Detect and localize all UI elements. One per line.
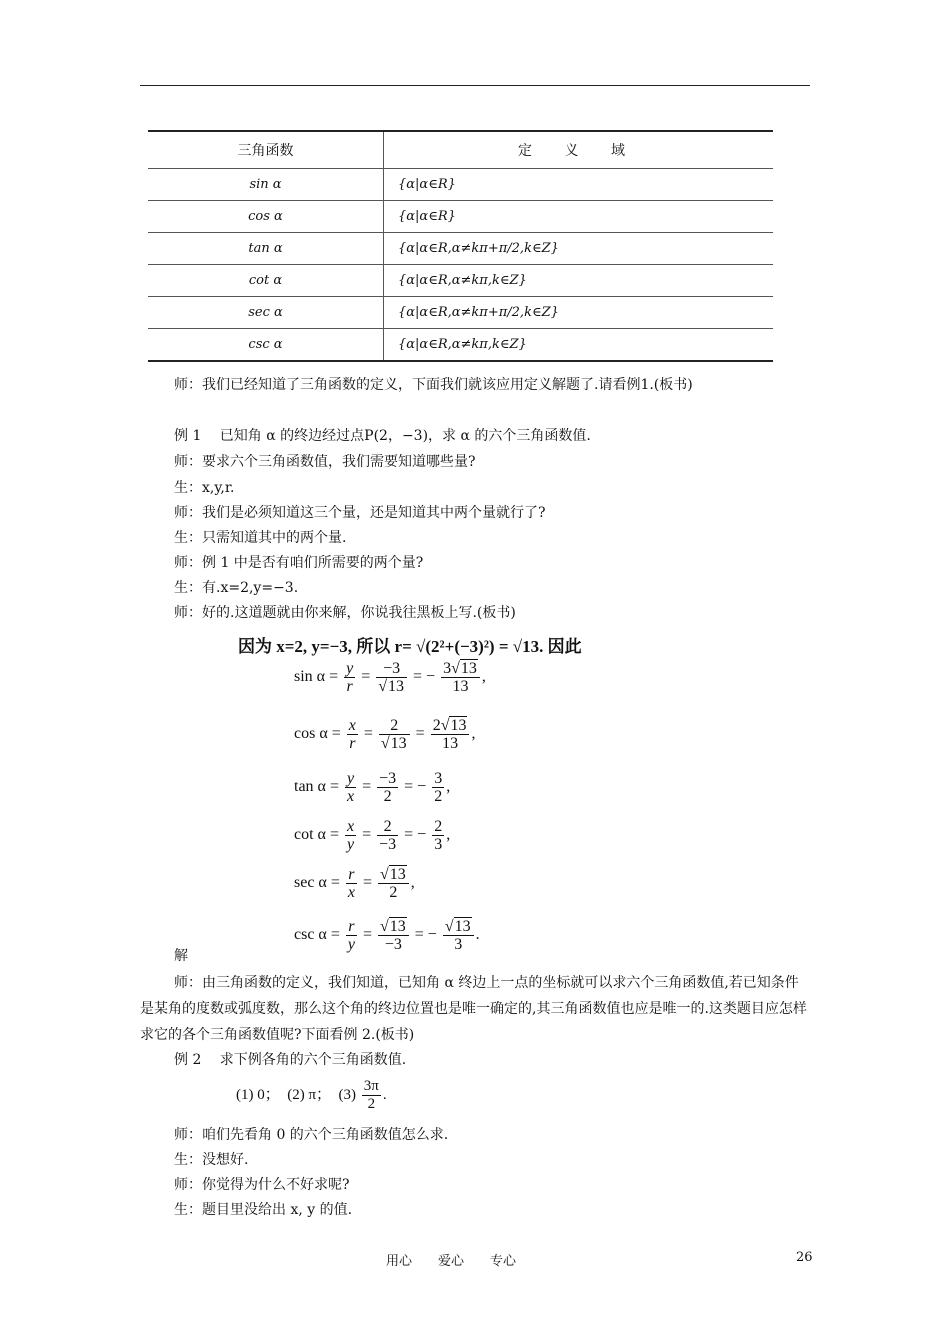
table-row bbox=[148, 169, 773, 201]
example-2-items: (1) 0； (2) π； (3) $\frac{3\pi}{2}$ . bbox=[236, 1078, 387, 1112]
dialogue-line: 生：x,y,r. bbox=[174, 480, 235, 496]
dialogue-line: 师：咱们先看角 0 的六个三角函数值怎么求. bbox=[174, 1127, 449, 1143]
cell-fn: cos α bbox=[148, 201, 384, 232]
table-row bbox=[148, 233, 773, 265]
dialogue-line: 生：题目里没给出 x, y 的值. bbox=[174, 1202, 353, 1218]
domain-table bbox=[148, 130, 773, 362]
sec-equation: sec α = $\frac{r}{x}$ = $\frac{√13}{2}$ , bbox=[294, 866, 415, 901]
sin-equation: sin α = $\frac{y}{r}$ = $\frac{-3}{√13}$ = − $\frac{3√13}{13}$ , bbox=[294, 660, 486, 695]
dialogue-line: 生：只需知道其中的两个量. bbox=[174, 530, 347, 546]
cell-domain: {α|α∈R,α≠kπ+π/2,k∈Z} bbox=[398, 305, 559, 320]
dialogue-line: 生：没想好. bbox=[174, 1152, 249, 1168]
footer-slogan: 用心 爱心 专心 bbox=[386, 1254, 517, 1269]
cell-domain: {α|α∈R,α≠kπ,k∈Z} bbox=[398, 273, 527, 288]
dialogue-line: 师：我们是必须知道这三个量，还是知道其中两个量就行了? bbox=[174, 505, 546, 521]
cell-fn: sin α bbox=[148, 169, 384, 200]
example-2-items-text: (1) 0； (2) π； (3) bbox=[236, 1086, 357, 1103]
cell-domain: {α|α∈R,α≠kπ+π/2,k∈Z} bbox=[398, 241, 559, 256]
cell-domain: {α|α∈R} bbox=[398, 177, 456, 192]
intro-paragraph: 师：我们已经知道了三角函数的定义，下面我们就该应用定义解题了.请看例1.(板书) bbox=[174, 377, 693, 393]
table-header bbox=[148, 132, 773, 169]
page-number: 26 bbox=[796, 1250, 813, 1265]
csc-label: csc α bbox=[294, 926, 327, 944]
cot-equation: cot α = $\frac{x}{y}$ = $\frac{2}{-3}$ = − $\frac{2}{3}$ , bbox=[294, 818, 451, 853]
table-row bbox=[148, 297, 773, 329]
cell-fn: csc α bbox=[148, 329, 384, 360]
table-row bbox=[148, 201, 773, 233]
tan-equation: tan α = $\frac{y}{x}$ = $\frac{-3}{2}$ = − $\frac{3}{2}$ , bbox=[294, 770, 451, 805]
sec-label: sec α bbox=[294, 874, 327, 892]
header-function: 三角函数 bbox=[148, 132, 384, 168]
sin-label: sin α bbox=[294, 668, 326, 686]
cell-fn: cot α bbox=[148, 265, 384, 296]
cell-domain: {α|α∈R,α≠kπ,k∈Z} bbox=[398, 337, 527, 352]
cot-label: cot α bbox=[294, 826, 326, 844]
dialogue-line: 生：有.x=2,y=−3. bbox=[174, 580, 299, 596]
dialogue-line: 师：要求六个三角函数值，我们需要知道哪些量? bbox=[174, 454, 476, 470]
cos-label: cos α bbox=[294, 725, 328, 743]
cell-domain: {α|α∈R} bbox=[398, 209, 456, 224]
table-row bbox=[148, 329, 773, 362]
dialogue-line: 师：例 1 中是否有咱们所需要的两个量? bbox=[174, 555, 424, 571]
example-1: 例 1 已知角 α 的终边经过点P(2，−3)，求 α 的六个三角函数值. bbox=[174, 428, 591, 444]
cos-equation: cos α = $\frac{x}{r}$ = $\frac{2}{√13}$ = $\frac{2√13}{13}$ , bbox=[294, 717, 476, 752]
example-2: 例 2 求下例各角的六个三角函数值. bbox=[174, 1052, 407, 1068]
solution-label: 解 bbox=[174, 948, 188, 964]
explanation-paragraph: 师：由三角函数的定义，我们知道，已知角 α 终边上一点的坐标就可以求六个三角函数值,若已知条件是某角的度数或弧度数，那么这个角的终边位置也是唯一确定的,其三角函数值也应是唯一的.这类题目应怎样求它的各个三角函数值呢?下面看例 2.(板书) bbox=[140, 975, 807, 1043]
solution-intro: 因为 x=2, y=−3, 所以 r= √(2²+(−3)²) = √13. 因此 bbox=[238, 637, 582, 656]
dialogue-line: 师：你觉得为什么不好求呢? bbox=[174, 1177, 350, 1193]
dialogue-line: 师：好的.这道题就由你来解，你说我往黑板上写.(板书) bbox=[174, 605, 516, 621]
cell-fn: tan α bbox=[148, 233, 384, 264]
cell-fn: sec α bbox=[148, 297, 384, 328]
header-domain: 定 义 域 bbox=[518, 143, 639, 159]
table-row bbox=[148, 265, 773, 297]
csc-equation: csc α = $\frac{r}{y}$ = $\frac{√13}{-3}$ = − $\frac{√13}{3}$ . bbox=[294, 918, 480, 953]
header-rule bbox=[140, 85, 810, 86]
tan-label: tan α bbox=[294, 778, 326, 796]
